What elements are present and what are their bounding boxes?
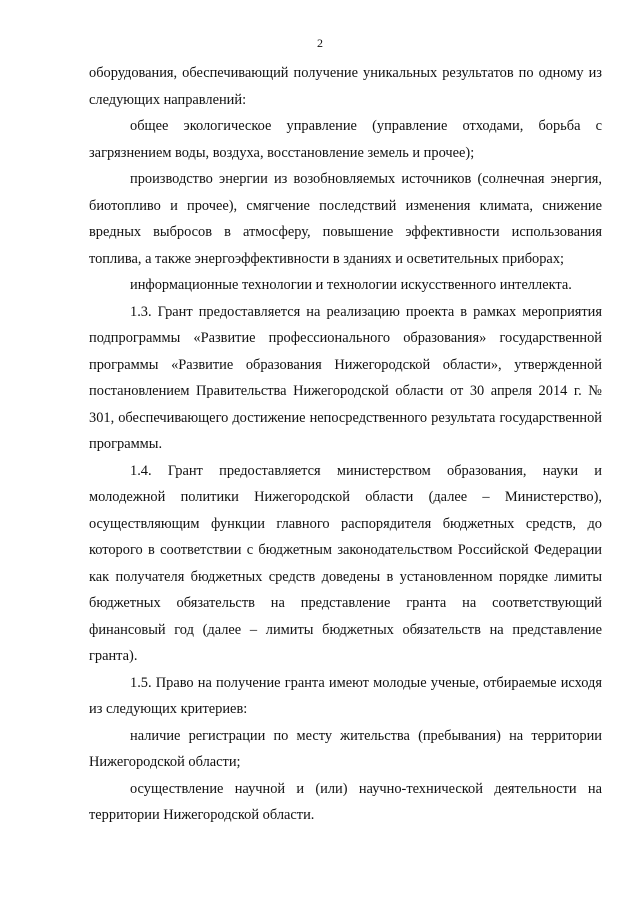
- document-body: [89, 60, 602, 829]
- paragraph-1-4: 1.4. Грант предоставляется министерством образования, науки и молодежной политики Нижегородской области (далее – Министерство), осуществляющим функции главного распорядителя бюджетных средств, до которого в соответствии с бюджетным законодательством Российской Федерации как получателя бюджетных средств доведены в установленном порядке лимиты бюджетных обязательств на представление гранта на соответствующий финансовый год (далее – лимиты бюджетных обязательств на представление гранта).: [89, 462, 602, 664]
- paragraph-1-5: 1.5. Право на получение гранта имеют молодые ученые, отбираемые исходя из следующих критериев:: [89, 674, 602, 717]
- paragraph-it: информационные технологии и технологии искусственного интеллекта.: [130, 277, 572, 293]
- page-number: 2: [317, 36, 323, 50]
- paragraph-energy: производство энергии из возобновляемых источников (солнечная энергия, биотопливо и прочее), смягчение последствий изменения климата, снижение вредных выбросов в атмосферу, повышение эффективности использования топлива, а также энергоэффективности в зданиях и осветительных приборах;: [89, 171, 602, 267]
- paragraph-ecology: общее экологическое управление (управление отходами, борьба с загрязнением воды, воздуха, восстановление земель и прочее);: [89, 118, 602, 161]
- paragraph-registration: наличие регистрации по месту жительства (пребывания) на территории Нижегородской области;: [89, 727, 602, 770]
- paragraph-activity: осуществление научной и (или) научно-технической деятельности на территории Нижегородской области.: [89, 780, 602, 823]
- paragraph-1-3: 1.3. Грант предоставляется на реализацию проекта в рамках мероприятия подпрограммы «Развитие профессионального образования» государственной программы «Развитие образования Нижегородской области», утвержденной постановлением Правительства Нижегородской области от 30 апреля 2014 г. № 301, обеспечивающего достижение непосредственного результата государственной программы.: [89, 303, 602, 452]
- paragraph-continuation: оборудования, обеспечивающий получение уникальных результатов по одному из следующих направлений:: [89, 65, 602, 108]
